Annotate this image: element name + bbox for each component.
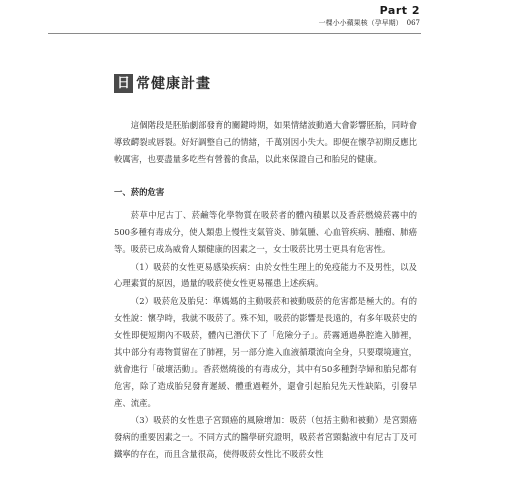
book-title: 一棵小小蘋果核（孕早期）: [318, 19, 403, 27]
intro-section: [114, 117, 417, 168]
paragraph: 菸草中尼古丁、菸鹼等化學物質在吸菸者的體內積累以及香菸燃燒菸霧中的500多種有毒成分，使人類患上慢性支氣管炎、肺氣腫、心血管疾病、腫瘤、肺癌等。吸菸已成為威脅人類健康的因素之一，女士吸菸比男士更具有危害性。: [114, 210, 417, 254]
paragraph: （3）吸菸的女性患子宮頸癌的風險增加：吸菸（包括主動和被動）是宮頸癌發病的重要因素之一。不同方式的醫學研究證明，吸菸者宮頸黏液中有尼古丁及可鐵寧的存在，而且含量很高，使得吸菸女性比不吸菸女性: [114, 415, 417, 460]
intro-paragraph: 這個階段是胚胎劇部發育的關鍵時期，如果情緒波動過大會影響胚胎，同時會導致齶裂或唇裂。好好調整自己的情緒，千萬別因小失大。即便在懷孕初期反應比較厲害，也要盡量多吃些有營養的食品，以此來保證自己和胎兒的健康。: [114, 120, 417, 164]
paragraph: （2）吸菸危及胎兒：準媽媽的主動吸菸和被動吸菸的危害都是極大的。有的女性說：懷孕時，我就不吸菸了。殊不知，吸菸的影響是長遠的，有多年吸菸史的女性即便短期內不吸菸，體內已潛伏下了「危險分子」。菸霧通過鼻腔進入肺裡，其中部分有毒物質留在了肺裡，另一部分進入血液循環流向全身，只要環境適宜，就會進行「破壞活動」。香菸燃燒後的有毒成分，其中有50多種對孕婦和胎兒都有危害，除了造成胎兒發育遲緩、體重過輕外，還會引起胎兒先天性缺陷，引發早產、流產。: [114, 296, 417, 408]
running-header: [0, 18, 520, 28]
title-text: 常健康計畫: [136, 76, 211, 92]
title-boxed-char: 日: [114, 74, 133, 93]
part-label: Part 2: [379, 4, 420, 17]
subheading-smoking: 一、菸的危害: [114, 187, 165, 197]
page-number: 067: [406, 19, 420, 27]
section-title: [114, 73, 211, 93]
smoking-section: [114, 207, 417, 464]
paragraph: （1）吸菸的女性更易感染疾病：由於女性生理上的免疫能力不及男性，以及心理素質的原因，過量的吸菸使女性更易罹患上述疾病。: [114, 261, 417, 289]
header-rule: [48, 33, 421, 34]
